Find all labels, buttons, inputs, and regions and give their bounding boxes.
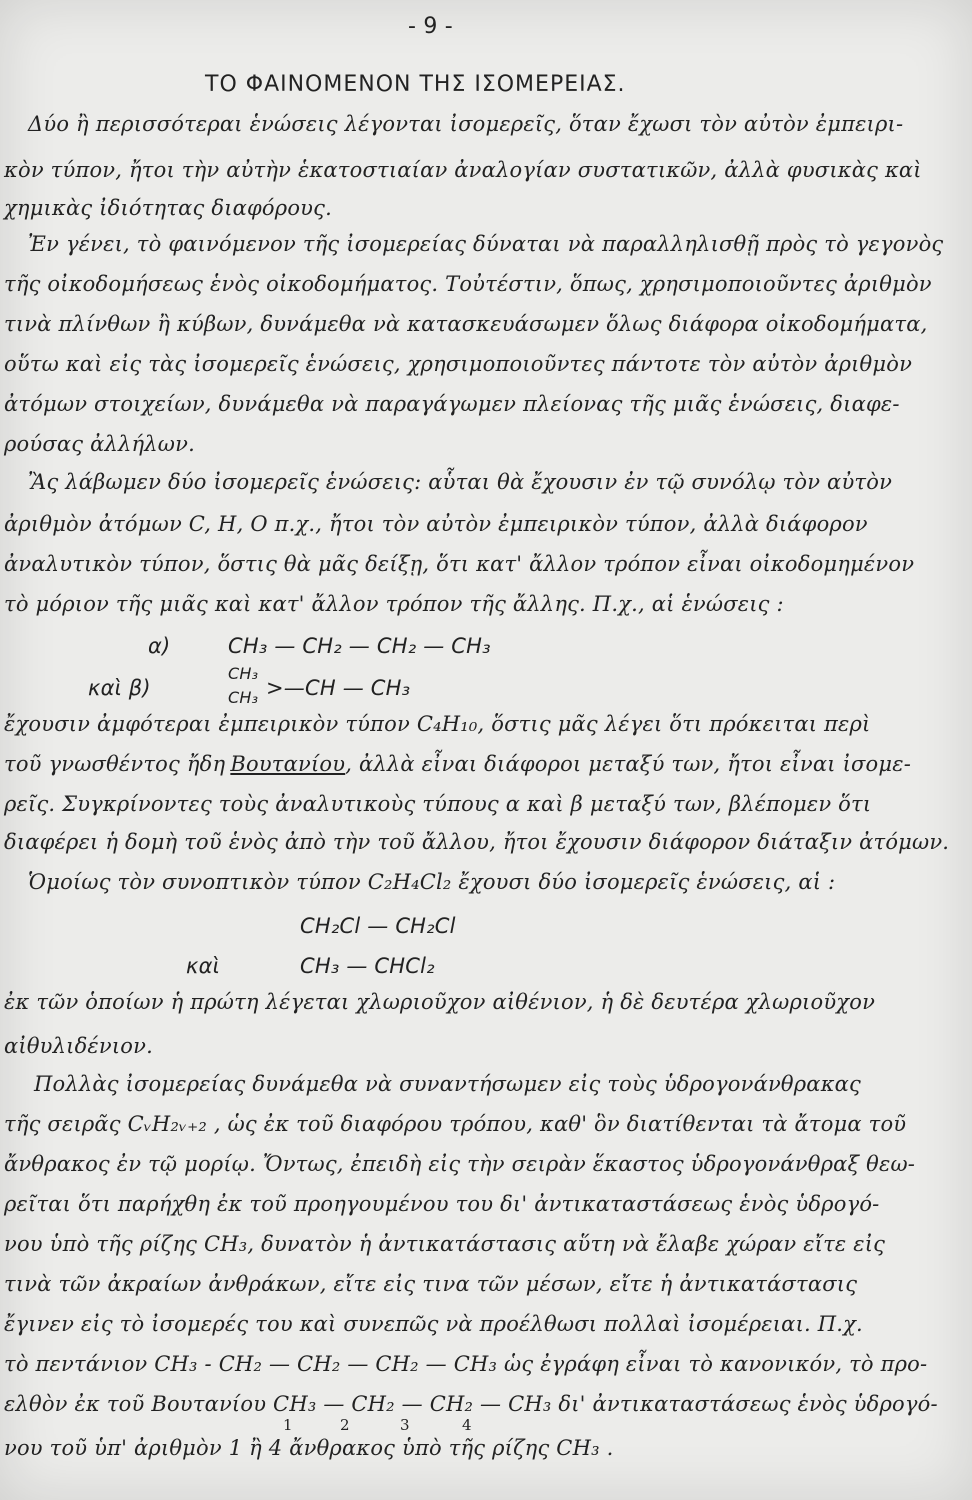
paragraph-4-line-1: ἔχουσιν ἀμφότεραι ἐμπειρικὸν τύπον C₄H₁₀, ὅστις μᾶς λέγει ὅτι πρόκειται περὶ bbox=[4, 712, 871, 736]
paragraph-1-line-2: κὸν τύπον, ἤτοι τὴν αὐτὴν ἑκατοστιαίαν ἀναλογίαν συστατικῶν, ἀλλὰ φυσικὰς καὶ bbox=[4, 158, 922, 182]
paragraph-3-line-4: τὸ μόριον τῆς μιᾶς καὶ κατ' ἄλλον τρόπον τῆς ἄλλης. Π.χ., αἱ ἑνώσεις : bbox=[4, 592, 784, 616]
paragraph-6-line-1: ἐκ τῶν ὁποίων ἡ πρώτη λέγεται χλωριοῦχον αἰθένιον, ἡ δὲ δευτέρα χλωριοῦχον bbox=[4, 990, 876, 1014]
paragraph-7-line-5: νου ὑπὸ τῆς ρίζης CH₃, δυνατὸν ἡ ἀντικατάστασις αὕτη νὰ ἔλαβε χώραν εἴτε εἰς bbox=[4, 1232, 886, 1256]
paragraph-3-line-3: ἀναλυτικὸν τύπον, ὅστις θὰ μᾶς δείξῃ, ὅτι κατ' ἄλλον τρόπον εἶναι οἰκοδομημένον bbox=[4, 552, 915, 576]
formula-a: CH₃ — CH₂ — CH₂ — CH₃ bbox=[228, 634, 491, 658]
paragraph-3-line-2: ἀριθμὸν ἀτόμων C, H, O π.χ., ἤτοι τὸν αὐτὸν ἐμπειρικὸν τύπον, ἀλλὰ διάφορον bbox=[4, 512, 868, 536]
carbon-number-2: 2 bbox=[340, 1416, 350, 1434]
paragraph-5-line-1: Ὁμοίως τὸν συνοπτικὸν τύπον C₂H₄Cl₂ ἔχουσι δύο ἰσομερεῖς ἑνώσεις, αἱ : bbox=[28, 870, 836, 894]
paragraph-2-line-1: Ἐν γένει, τὸ φαινόμενον τῆς ἰσομερείας δύναται νὰ παραλληλισθῇ πρὸς τὸ γεγονὸς bbox=[28, 232, 944, 256]
paragraph-2-line-5: ἀτόμων στοιχείων, δυνάμεθα νὰ παραγάγωμεν πλείονας τῆς μιᾶς ἑνώσεις, διαφε- bbox=[4, 392, 900, 416]
paragraph-4-line-2-end: , ἀλλὰ εἶναι διάφοροι μεταξύ των, ἤτοι εἶναι ἰσομε- bbox=[345, 752, 912, 776]
paragraph-4-line-2-start: τοῦ γνωσθέντος ἤδη bbox=[4, 752, 226, 776]
formula-d-label: καὶ bbox=[186, 954, 220, 978]
formula-b-top: CH₃ bbox=[228, 664, 259, 683]
paragraph-1-line-1: Δύο ἢ περισσότεραι ἑνώσεις λέγονται ἰσομερεῖς, ὅταν ἔχωσι τὸν αὐτὸν ἐμπειρι- bbox=[28, 112, 904, 136]
paragraph-7-line-10: νου τοῦ ὑπ' ἀριθμὸν 1 ἢ 4 ἄνθρακος ὑπὸ τῆς ρίζης CH₃ . bbox=[4, 1436, 614, 1460]
paragraph-4-line-2 bbox=[4, 752, 911, 776]
paragraph-2-line-6: ρούσας ἀλλήλων. bbox=[4, 432, 195, 456]
paragraph-7-line-9: ελθὸν ἐκ τοῦ Βουτανίου CH₃ — CH₂ — CH₂ — CH₃ δι' ἀντικαταστάσεως ἑνὸς ὑδρογό- bbox=[4, 1392, 938, 1416]
paragraph-6-line-2: αἰθυλιδένιον. bbox=[4, 1034, 153, 1058]
paragraph-7-line-7: ἔγινεν εἰς τὸ ἰσομερές του καὶ συνεπῶς νὰ προέλθωσι πολλαὶ ἰσομέρειαι. Π.χ. bbox=[4, 1312, 863, 1336]
paragraph-4-line-4: διαφέρει ἡ δομὴ τοῦ ἑνὸς ἀπὸ τὴν τοῦ ἄλλου, ἤτοι ἔχουσιν διάφορον διάταξιν ἀτόμων. bbox=[4, 830, 950, 854]
carbon-number-3: 3 bbox=[400, 1416, 410, 1434]
page-number: - 9 - bbox=[408, 14, 453, 39]
paragraph-7-line-4: ρεῖται ὅτι παρήχθη ἐκ τοῦ προηγουμένου του δι' ἀντικαταστάσεως ἑνὸς ὑδρογό- bbox=[4, 1192, 880, 1216]
paragraph-2-line-2: τῆς οἰκοδομήσεως ἑνὸς οἰκοδομήματος. Τοὐτέστιν, ὅπως, χρησιμοποιοῦντες ἀριθμὸν bbox=[4, 272, 932, 296]
paragraph-2-line-3: τινὰ πλίνθων ἢ κύβων, δυνάμεθα νὰ κατασκευάσωμεν ὅλως διάφορα οἰκοδομήματα, bbox=[4, 312, 928, 336]
paragraph-1-line-3: χημικὰς ἰδιότητας διαφόρους. bbox=[4, 196, 332, 220]
formula-c: CH₂Cl — CH₂Cl bbox=[300, 914, 456, 938]
formula-b-rest: >—CH — CH₃ bbox=[266, 676, 411, 700]
paragraph-7-line-1: Πολλὰς ἰσομερείας δυνάμεθα νὰ συναντήσωμεν εἰς τοὺς ὑδρογονάνθρακας bbox=[34, 1072, 862, 1096]
paragraph-7-line-3: ἄνθρακος ἐν τῷ μορίῳ. Ὄντως, ἐπειδὴ εἰς τὴν σειρὰν ἕκαστος ὑδρογονάνθραξ θεω- bbox=[4, 1152, 916, 1176]
paragraph-7-line-8: τὸ πεντάνιον CH₃ - CH₂ — CH₂ — CH₂ — CH₃ ὡς ἐγράφη εἶναι τὸ κανονικόν, τὸ προ- bbox=[4, 1352, 928, 1376]
paragraph-7-line-2: τῆς σειρᾶς CᵥH₂ᵥ₊₂ , ὡς ἐκ τοῦ διαφόρου τρόπου, καθ' ὃν διατίθενται τὰ ἄτομα τοῦ bbox=[4, 1112, 907, 1136]
formula-b-bottom: CH₃ bbox=[228, 688, 259, 707]
carbon-number-1: 1 bbox=[283, 1416, 293, 1434]
paragraph-4-line-3: ρεῖς. Συγκρίνοντες τοὺς ἀναλυτικοὺς τύπους α καὶ β μεταξύ των, βλέπομεν ὅτι bbox=[4, 792, 872, 816]
carbon-number-4: 4 bbox=[462, 1416, 472, 1434]
formula-d: CH₃ — CHCl₂ bbox=[300, 954, 435, 978]
butane-underlined: Βουτανίου bbox=[230, 752, 346, 776]
formula-a-label: α) bbox=[148, 634, 171, 658]
paragraph-2-line-4: οὕτω καὶ εἰς τὰς ἰσομερεῖς ἑνώσεις, χρησιμοποιοῦντες πάντοτε τὸν αὐτὸν ἀριθμὸν bbox=[4, 352, 913, 376]
paragraph-3-line-1: Ἂς λάβωμεν δύο ἰσομερεῖς ἑνώσεις: αὗται θὰ ἔχουσιν ἐν τῷ συνόλῳ τὸν αὐτὸν bbox=[28, 470, 893, 494]
page-title: ΤΟ ΦΑΙΝΟΜΕΝΟΝ ΤΗΣ ΙΣΟΜΕΡΕΙΑΣ. bbox=[205, 72, 626, 97]
paragraph-7-line-6: τινὰ τῶν ἀκραίων ἀνθράκων, εἴτε εἰς τινα τῶν μέσων, εἴτε ἡ ἀντικατάστασις bbox=[4, 1272, 858, 1296]
formula-b-label: καὶ β) bbox=[88, 676, 151, 700]
